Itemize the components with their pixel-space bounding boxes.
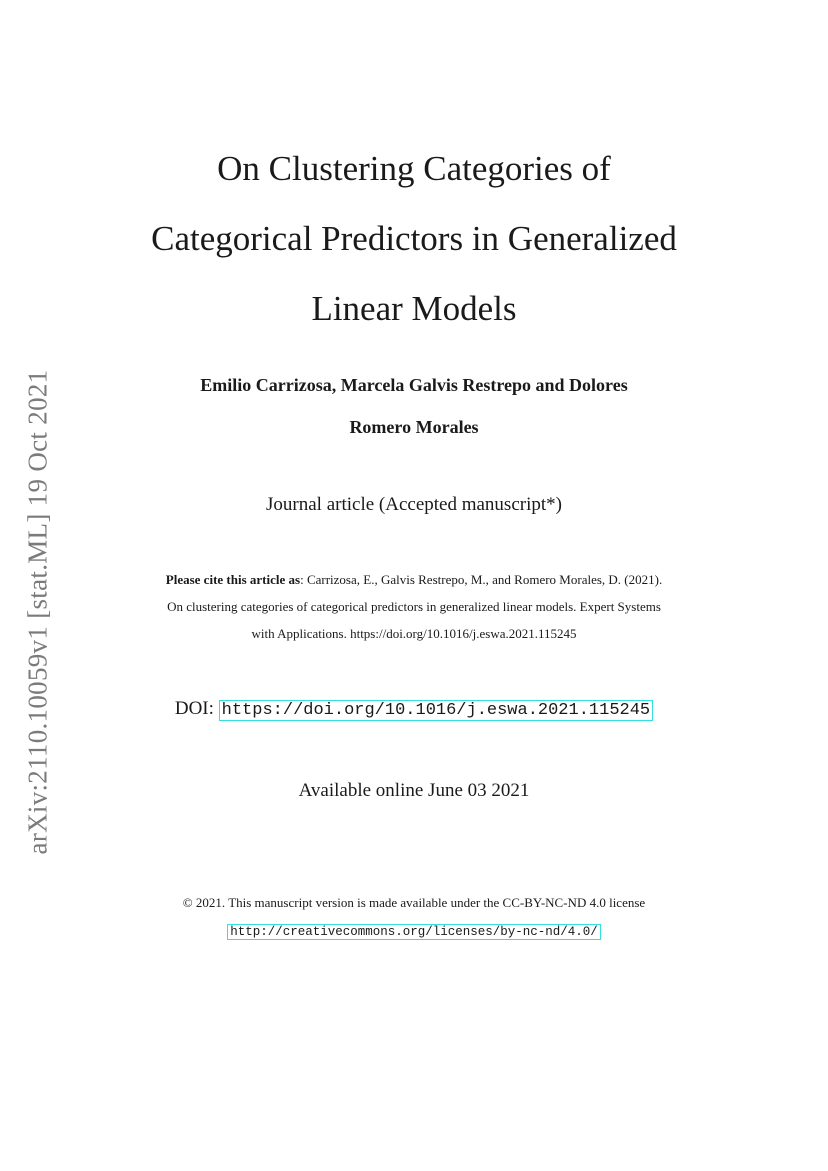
citation-line-3: with Applications. https://doi.org/10.1016/j.eswa.2021.115245: [251, 626, 577, 641]
author-line-1: Emilio Carrizosa, Marcela Galvis Restrepo and Dolores: [200, 375, 628, 395]
license-link-line: [0, 917, 828, 946]
paper-title: [0, 134, 828, 344]
title-line-2: Categorical Predictors in Generalized: [151, 219, 677, 258]
author-list: [0, 364, 828, 448]
license-text: © 2021. This manuscript version is made available under the CC-BY-NC-ND 4.0 license: [182, 895, 646, 910]
citation-line-1-text: : Carrizosa, E., Galvis Restrepo, M., and Romero Morales, D. (2021).: [300, 572, 663, 587]
license-block: [0, 889, 828, 946]
citation-block: [100, 566, 728, 647]
article-type: Journal article (Accepted manuscript*): [266, 494, 562, 515]
license-link[interactable]: http://creativecommons.org/licenses/by-nc-nd/4.0/: [227, 924, 601, 940]
doi-line: [0, 698, 828, 720]
title-line-3: Linear Models: [311, 289, 517, 328]
citation-line-1: [100, 566, 728, 593]
doi-link[interactable]: https://doi.org/10.1016/j.eswa.2021.115245: [219, 700, 653, 721]
title-line-1: On Clustering Categories of: [217, 149, 611, 188]
citation-line-2: On clustering categories of categorical predictors in generalized linear models. Expert Systems: [167, 599, 661, 614]
citation-label: Please cite this article as: [165, 572, 301, 587]
doi-label: DOI:: [174, 698, 214, 719]
arxiv-side-stamp: arXiv:2110.10059v1 [stat.ML] 19 Oct 2021: [22, 369, 53, 855]
author-line-2: Romero Morales: [349, 417, 479, 437]
available-online-date: Available online June 03 2021: [298, 780, 530, 801]
